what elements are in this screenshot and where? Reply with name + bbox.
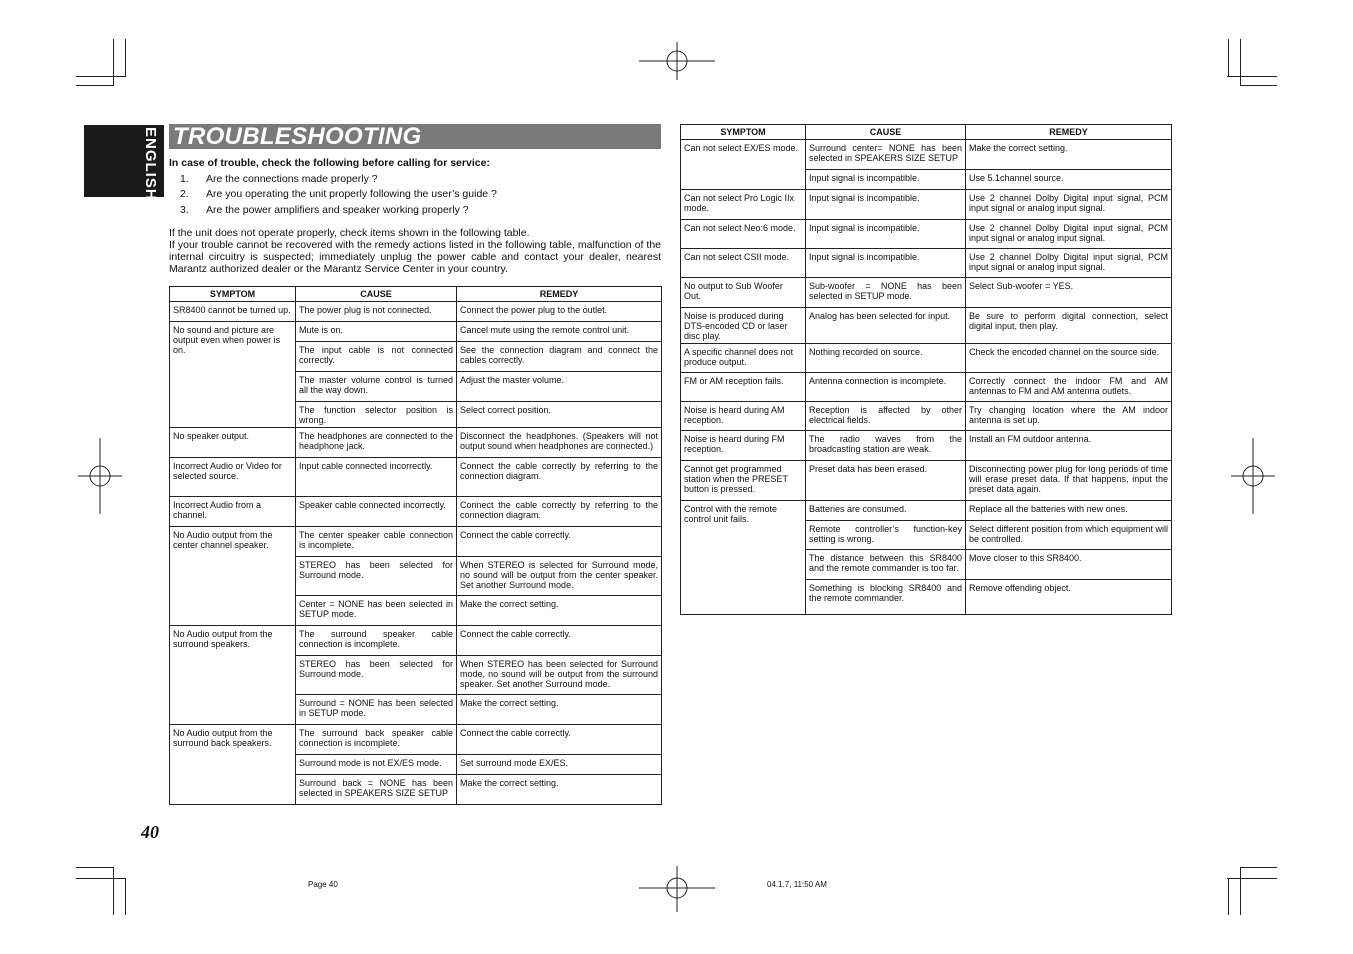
remedy-cell: Use 2 channel Dolby Digital input signal, PCM input signal or analog input signal. xyxy=(966,220,1172,249)
table-body xyxy=(681,140,1172,615)
check-item xyxy=(169,203,661,219)
paragraph-line: If the unit does not operate properly, check items shown in the following table. xyxy=(169,227,530,239)
check-list xyxy=(169,172,661,219)
cause-cell: Nothing recorded on source. xyxy=(806,344,966,373)
check-number: 3. xyxy=(180,203,189,216)
table-row xyxy=(681,461,1172,501)
header-remedy: REMEDY xyxy=(966,125,1172,140)
cause-cell: Something is blocking SR8400 and the remote commander. xyxy=(806,580,966,615)
table-row xyxy=(681,278,1172,308)
cause-cell: Surround back = NONE has been selected in SPEAKERS SIZE SETUP xyxy=(296,775,457,805)
crop-mark xyxy=(76,76,126,77)
language-tab-label: ENGLISH xyxy=(142,127,159,201)
cause-cell: Center = NONE has been selected in SETUP mode. xyxy=(296,596,457,626)
registration-mark xyxy=(78,438,122,514)
footer-page-label: Page 40 xyxy=(308,880,338,889)
remedy-cell: Make the correct setting. xyxy=(966,140,1172,170)
cause-cell: The surround speaker cable connection is incomplete. xyxy=(296,626,457,656)
cause-cell: Input cable connected incorrectly. xyxy=(296,458,457,497)
table-row xyxy=(681,344,1172,373)
remedy-cell: Cancel mute using the remote control unit. xyxy=(457,322,662,342)
crop-mark xyxy=(1228,878,1229,915)
cause-cell: Sub-woofer = NONE has been selected in SETUP mode. xyxy=(806,278,966,308)
crop-mark xyxy=(125,39,126,76)
table-row xyxy=(681,431,1172,461)
crop-mark xyxy=(1240,867,1277,868)
remedy-cell: Make the correct setting. xyxy=(457,775,662,805)
table-row xyxy=(681,308,1172,344)
check-item xyxy=(169,172,661,188)
remedy-cell: Use 5.1channel source. xyxy=(966,170,1172,190)
intro-lead: In case of trouble, check the following before calling for service: xyxy=(169,157,490,169)
table-body xyxy=(170,302,662,805)
check-text: Are the connections made properly ? xyxy=(206,172,378,185)
table-header-row xyxy=(681,125,1172,140)
table-row xyxy=(170,497,662,527)
crop-mark xyxy=(1240,867,1241,915)
cause-cell: The headphones are connected to the headphone jack. xyxy=(296,428,457,458)
remedy-cell: Try changing location where the AM indoor antenna is set up. xyxy=(966,402,1172,431)
check-text: Are the power amplifiers and speaker working properly ? xyxy=(206,203,469,216)
symptom-cell: Incorrect Audio or Video for selected source. xyxy=(170,458,296,497)
remedy-cell: Check the encoded channel on the source side. xyxy=(966,344,1172,373)
cause-cell: Input signal is incompatible. xyxy=(806,170,966,190)
table-row xyxy=(170,458,662,497)
cause-cell: Input signal is incompatible. xyxy=(806,190,966,220)
crop-mark xyxy=(113,867,114,915)
table-row xyxy=(170,302,662,322)
table-row xyxy=(681,220,1172,249)
cause-cell: Surround mode is not EX/ES mode. xyxy=(296,755,457,775)
symptom-cell: Can not select Pro Logic IIx mode. xyxy=(681,190,806,220)
check-text: Are you operating the unit properly following the user’s guide ? xyxy=(206,188,497,200)
crop-mark xyxy=(1227,878,1277,879)
table-row xyxy=(681,501,1172,521)
table-row xyxy=(681,373,1172,402)
remedy-cell: Connect the cable correctly. xyxy=(457,725,662,755)
registration-mark xyxy=(639,866,715,912)
cause-cell: The function selector position is wrong. xyxy=(296,402,457,428)
cause-cell: STEREO has been selected for Surround mode. xyxy=(296,656,457,695)
cause-cell: The input cable is not connected correctly. xyxy=(296,342,457,372)
table-row xyxy=(170,725,662,755)
remedy-cell: Connect the cable correctly. xyxy=(457,626,662,656)
cause-cell: The distance between this SR8400 and the remote commander is too far. xyxy=(806,550,966,580)
remedy-cell: When STEREO has been selected for Surround mode, no sound will be output from the surround speaker. Set another Surround mode. xyxy=(457,656,662,695)
table-row xyxy=(681,249,1172,278)
troubleshooting-table-left xyxy=(169,286,662,805)
symptom-cell: Cannot get programmed station when the PRESET button is pressed. xyxy=(681,461,806,501)
crop-mark xyxy=(76,867,113,868)
language-tab xyxy=(84,125,164,201)
symptom-cell: No Audio output from the surround back speakers. xyxy=(170,725,296,805)
table-row xyxy=(681,140,1172,170)
table-row xyxy=(170,527,662,557)
remedy-cell: Remove offending object. xyxy=(966,580,1172,615)
table-row xyxy=(681,190,1172,220)
symptom-cell: Noise is heard during AM reception. xyxy=(681,402,806,431)
header-cause: CAUSE xyxy=(806,125,966,140)
cause-cell: STEREO has been selected for Surround mode. xyxy=(296,557,457,596)
cause-cell: Surround = NONE has been selected in SETUP mode. xyxy=(296,695,457,725)
remedy-cell: Connect the cable correctly by referring to the connection diagram. xyxy=(457,497,662,527)
symptom-cell: FM or AM reception fails. xyxy=(681,373,806,402)
cause-cell: Remote controller’s function-key setting is wrong. xyxy=(806,521,966,550)
cause-cell: Analog has been selected for input. xyxy=(806,308,966,344)
symptom-cell: Noise is heard during FM reception. xyxy=(681,431,806,461)
cause-cell: Preset data has been erased. xyxy=(806,461,966,501)
cause-cell: Reception is affected by other electrical fields. xyxy=(806,402,966,431)
remedy-cell: Connect the cable correctly by referring to the connection diagram. xyxy=(457,458,662,497)
cause-cell: The power plug is not connected. xyxy=(296,302,457,322)
cause-cell: The radio waves from the broadcasting station are weak. xyxy=(806,431,966,461)
crop-mark xyxy=(1240,39,1241,86)
registration-mark xyxy=(639,42,715,82)
table-row xyxy=(170,322,662,342)
remedy-cell: Disconnect the headphones. (Speakers will not output sound when headphones are connected.) xyxy=(457,428,662,458)
remedy-cell: Select Sub-woofer = YES. xyxy=(966,278,1172,308)
intro-section xyxy=(169,156,661,218)
check-number: 1. xyxy=(180,172,189,185)
symptom-cell: A specific channel does not produce output. xyxy=(681,344,806,373)
cause-cell: Surround center= NONE has been selected in SPEAKERS SIZE SETUP xyxy=(806,140,966,170)
symptom-cell: No sound and picture are output even when power is on. xyxy=(170,322,296,428)
paragraph-body: If your trouble cannot be recovered with the remedy actions listed in the following table, malfunction of the internal circuitry is suspected; immediately unplug the power cable and contact your dealer, nearest Marantz authorized dealer or the Marantz Service Center in your country. xyxy=(169,239,661,275)
cause-cell: Speaker cable connected incorrectly. xyxy=(296,497,457,527)
remedy-cell: Use 2 channel Dolby Digital input signal, PCM input signal or analog input signal. xyxy=(966,249,1172,278)
symptom-cell: No speaker output. xyxy=(170,428,296,458)
symptom-cell: Can not select CSII mode. xyxy=(681,249,806,278)
troubleshooting-table-right xyxy=(680,124,1172,615)
crop-mark xyxy=(113,39,114,86)
remedy-cell: Replace all the batteries with new ones. xyxy=(966,501,1172,521)
page-title-bar xyxy=(169,124,661,149)
symptom-cell: Can not select EX/ES mode. xyxy=(681,140,806,190)
cause-cell: Antenna connection is incomplete. xyxy=(806,373,966,402)
crop-mark xyxy=(76,878,126,879)
symptom-cell: Incorrect Audio from a channel. xyxy=(170,497,296,527)
remedy-cell: Make the correct setting. xyxy=(457,596,662,626)
symptom-cell: SR8400 cannot be turned up. xyxy=(170,302,296,322)
cause-cell: The center speaker cable connection is incomplete. xyxy=(296,527,457,557)
check-number: 2. xyxy=(180,188,189,200)
remedy-cell: Connect the cable correctly. xyxy=(457,527,662,557)
cause-cell: Input signal is incompatible. xyxy=(806,249,966,278)
remedy-cell: Install an FM outdoor antenna. xyxy=(966,431,1172,461)
crop-mark xyxy=(1228,39,1229,76)
crop-mark xyxy=(76,85,113,86)
header-cause: CAUSE xyxy=(296,287,457,302)
table-row xyxy=(170,428,662,458)
table-header-row xyxy=(170,287,662,302)
cause-cell: The surround back speaker cable connection is incomplete. xyxy=(296,725,457,755)
header-remedy: REMEDY xyxy=(457,287,662,302)
table-row xyxy=(170,626,662,656)
remedy-cell: Connect the power plug to the outlet. xyxy=(457,302,662,322)
remedy-cell: Adjust the master volume. xyxy=(457,372,662,402)
symptom-cell: No Audio output from the center channel speaker. xyxy=(170,527,296,626)
header-symptom: SYMPTOM xyxy=(681,125,806,140)
page-number: 40 xyxy=(141,822,159,842)
remedy-cell: When STEREO is selected for Surround mode, no sound will be output from the center speaker. Set another Surround mode. xyxy=(457,557,662,596)
remedy-cell: Move closer to this SR8400. xyxy=(966,550,1172,580)
crop-mark xyxy=(125,878,126,915)
cause-cell: The master volume control is turned all the way down. xyxy=(296,372,457,402)
intro-paragraph xyxy=(169,227,661,275)
header-symptom: SYMPTOM xyxy=(170,287,296,302)
symptom-cell: Control with the remote control unit fails. xyxy=(681,501,806,615)
remedy-cell: Correctly connect the indoor FM and AM antennas to FM and AM antenna outlets. xyxy=(966,373,1172,402)
crop-mark xyxy=(1227,76,1277,77)
remedy-cell: Select correct position. xyxy=(457,402,662,428)
cause-cell: Input signal is incompatible. xyxy=(806,220,966,249)
remedy-cell: Be sure to perform digital connection, select digital input, then play. xyxy=(966,308,1172,344)
remedy-cell: See the connection diagram and connect the cables correctly. xyxy=(457,342,662,372)
remedy-cell: Disconnecting power plug for long periods of time will erase preset data. If that happens, input the preset data again. xyxy=(966,461,1172,501)
symptom-cell: Noise is produced during DTS-encoded CD or laser disc play. xyxy=(681,308,806,344)
registration-mark xyxy=(1231,438,1275,514)
cause-cell: Mute is on. xyxy=(296,322,457,342)
check-item xyxy=(169,187,661,203)
remedy-cell: Make the correct setting. xyxy=(457,695,662,725)
symptom-cell: No Audio output from the surround speakers. xyxy=(170,626,296,725)
remedy-cell: Set surround mode EX/ES. xyxy=(457,755,662,775)
page-title: TROUBLESHOOTING xyxy=(173,123,422,150)
table-row xyxy=(681,402,1172,431)
remedy-cell: Use 2 channel Dolby Digital input signal, PCM input signal or analog input signal. xyxy=(966,190,1172,220)
crop-mark xyxy=(1240,85,1277,86)
symptom-cell: No output to Sub Woofer Out. xyxy=(681,278,806,308)
symptom-cell: Can not select Neo:6 mode. xyxy=(681,220,806,249)
remedy-cell: Select different position from which equipment will be controlled. xyxy=(966,521,1172,550)
footer-timestamp: 04.1.7, 11:50 AM xyxy=(767,880,827,889)
cause-cell: Batteries are consumed. xyxy=(806,501,966,521)
